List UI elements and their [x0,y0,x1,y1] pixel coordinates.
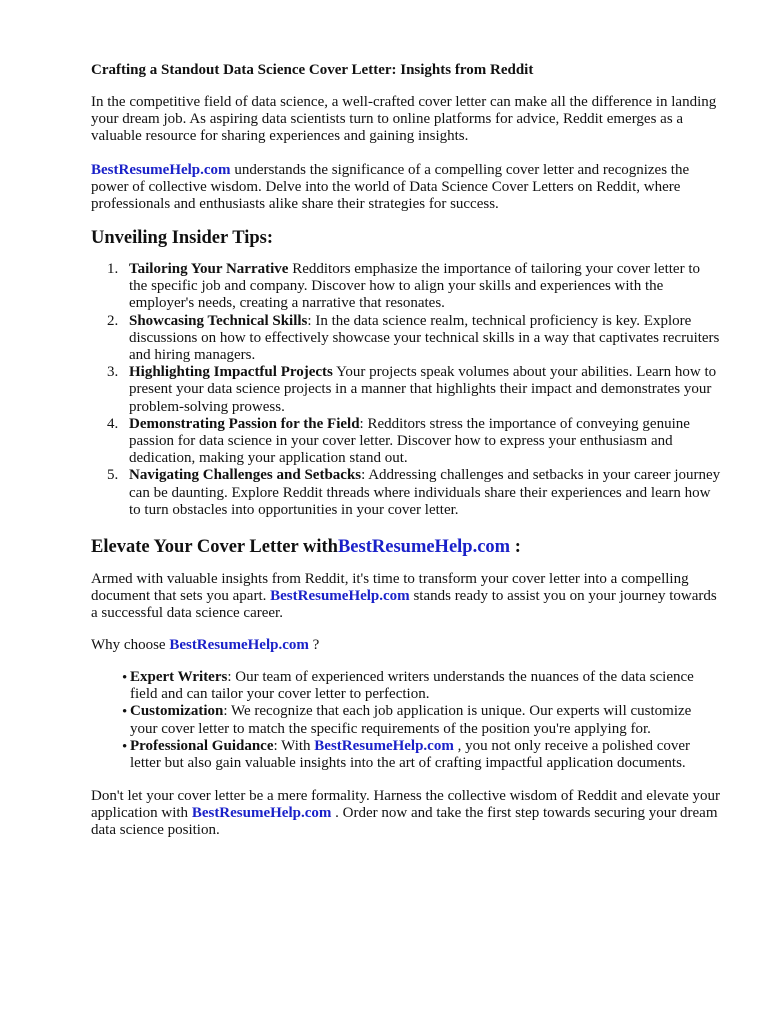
tip-number: 5. [107,467,119,484]
why-paragraph [91,637,721,654]
tip-separator: : [359,415,368,432]
brand-link[interactable]: BestResumeHelp.com [191,805,332,822]
tip-text: Redditors emphasize the importance of tailoring your cover letter to the specific job and company. Discover how to align your skills and experiences with the employer's needs, creating a narrative that resonates. [129,261,700,312]
brand-link[interactable]: BestResumeHelp.com [91,162,231,178]
intro-paragraph: In the competitive field of data science, a well-crafted cover letter can make all the difference in landing your dream job. As aspiring data scientists turn to online platforms for advice, Reddit emerges as a valuable resource for sharing experiences and gaining insights. [91,94,717,145]
brand-link[interactable]: BestResumeHelp.com [314,737,454,754]
tip-number: 4. [107,415,119,432]
elevate-heading-text: Elevate Your Cover Letter with [91,537,338,557]
tip-number: 3. [107,364,119,381]
why-item-title: Professional Guidance [130,737,274,754]
tip-text: Your projects speak volumes about your abilities. Learn how to present your data science projects in a manner that highlights their impact and demonstrates your problem-solving prowess. [129,364,717,415]
armed-text-post: stands ready to assist you on your journey towards a successful data science career. [91,588,717,622]
tip-title: Navigating Challenges and Setbacks [129,467,362,484]
tip-item [91,364,721,416]
elevate-heading [91,537,521,558]
why-item [91,738,721,772]
brand-paragraph [91,162,721,214]
why-text-post: ? [308,637,320,653]
bullet-icon: • [122,670,128,686]
bullet-icon: • [122,704,128,721]
why-item [91,669,721,703]
brand-paragraph-text: understands the significance of a compelling cover letter and recognizes the power of collective wisdom. Delve into the world of Data Science Cover Letters on Reddit, where professionals and enthusiasts alike share their strategies for success. [91,162,690,213]
tips-heading: Unveiling Insider Tips: [91,228,273,248]
page-title: Crafting a Standout Data Science Cover Letter: Insights from Reddit [91,62,534,78]
tip-separator: : [307,312,316,329]
tip-text: Redditors stress the importance of conveying genuine passion for data science in your cover letter. Discover how to express your enthusiasm and dedication, making your application stand out. [129,415,690,467]
tip-title: Tailoring Your Narrative [129,261,289,277]
elevate-heading-suffix: : [510,537,521,557]
why-item-text: : We recognize that each job application is unique. Our experts will customize your cover letter to match the specific requirements of the position you're applying for. [130,703,692,737]
tip-item [91,416,721,468]
tip-number: 2. [107,312,119,329]
closing-text-post: . Order now and take the first step towards securing your dream data science position. [91,805,718,839]
why-item-title: Expert Writers [130,669,228,685]
why-list [91,669,721,772]
tips-list [91,261,721,519]
why-item-text: : Our team of experienced writers understands the nuances of the data science field and can tailor your cover letter to perfection. [130,669,694,703]
tip-title: Showcasing Technical Skills [129,312,308,329]
why-text-pre: Why choose [91,637,170,653]
why-item-text-post: , you not only receive a polished cover letter but also gain valuable insights into the art of crafting impactful application documents. [130,737,691,772]
tip-item [91,261,721,313]
tip-text: Addressing challenges and setbacks in your career journey can be daunting. Explore Reddit threads where individuals share their experiences and learn how to turn obstacles into opportunities in your cover letter. [129,467,721,518]
brand-link[interactable]: BestResumeHelp.com [169,637,309,653]
why-item [91,703,721,737]
why-item-title: Customization [130,703,224,720]
tip-text: In the data science realm, technical proficiency is key. Explore discussions on how to effectively showcase your technical skills in a way that captivates recruiters and hiring managers. [129,312,720,364]
why-item-text-pre: : With [273,737,315,754]
tip-item [91,467,721,519]
tip-title: Highlighting Impactful Projects [129,364,333,381]
closing-paragraph [91,788,721,840]
armed-paragraph [91,571,721,623]
tip-separator: : [361,467,369,484]
tip-number: 1. [107,261,119,277]
closing-text-pre: Don't let your cover letter be a mere formality. Harness the collective wisdom of Reddit and elevate your application with [91,788,721,822]
tip-title: Demonstrating Passion for the Field [129,415,360,432]
brand-link[interactable]: BestResumeHelp.com [337,537,511,557]
bullet-icon: • [122,738,128,755]
tip-item [91,313,721,365]
brand-link[interactable]: BestResumeHelp.com [270,588,410,605]
armed-text-pre: Armed with valuable insights from Reddit, it's time to transform your cover letter into a compelling document that sets you apart. [91,571,689,605]
